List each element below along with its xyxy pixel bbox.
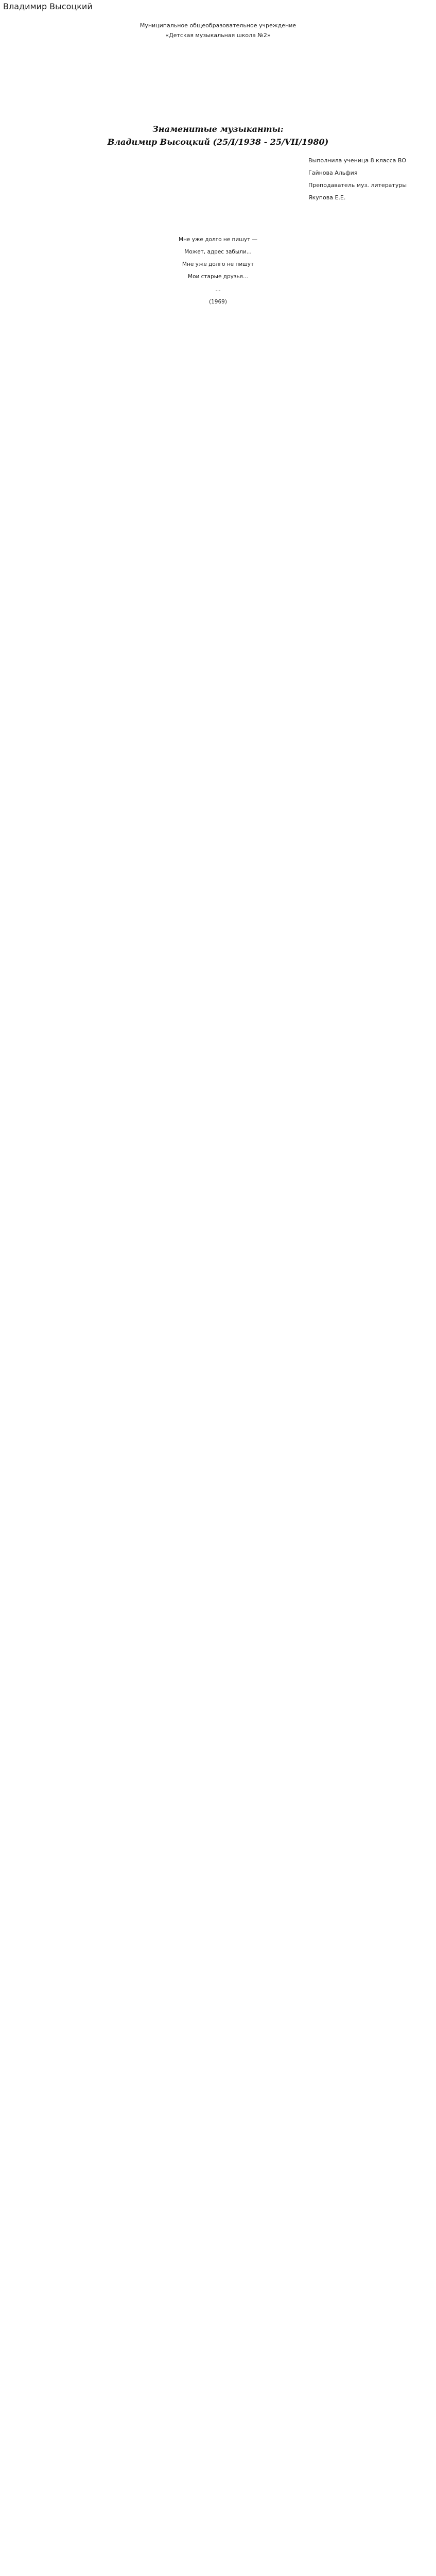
- institution-header: [0, 21, 436, 40]
- poem-line: Мне уже долго не пишут: [182, 261, 254, 268]
- poem-1: [0, 233, 436, 308]
- poem-date: (1969): [209, 298, 227, 305]
- document-title: Владимир Высоцкий: [3, 2, 93, 11]
- signature-line-1: Выполнила ученица 8 класса ВО: [308, 157, 407, 164]
- signature-line-2: Гайнова Альфия: [308, 170, 358, 176]
- signature-line-4: Якупова Е.Е.: [308, 194, 346, 201]
- institution-line-1: Муниципальное общеобразовательное учреждение: [139, 22, 297, 29]
- poem-line: Может, адрес забыли...: [184, 249, 252, 256]
- poem-line: Мне уже долго не пишут —: [179, 236, 257, 243]
- signature-line-3: Преподаватель муз. литературы: [308, 182, 407, 189]
- report-title-line-2: Владимир Высоцкий (25/I/1938 - 25/VII/1980): [107, 137, 329, 147]
- report-title: [0, 123, 436, 148]
- poem-line: …: [215, 286, 221, 293]
- institution-line-2: «Детская музыкальная школа №2»: [165, 32, 271, 39]
- poem-line: Мои старые друзья...: [188, 274, 248, 280]
- author-signature: [308, 155, 432, 204]
- report-title-line-1: Знаменитые музыканты:: [152, 124, 284, 134]
